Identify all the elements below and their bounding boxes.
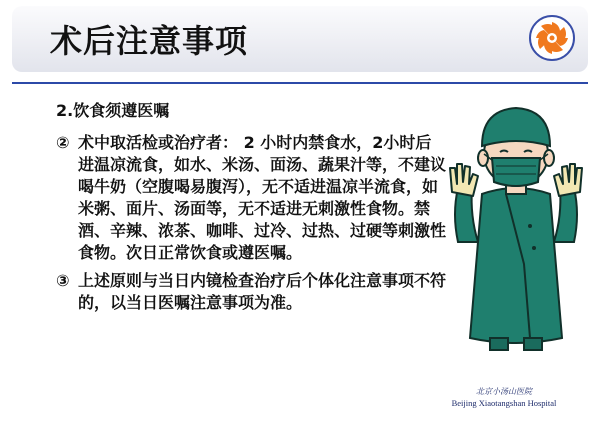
item-text: 上述原则与当日内镜检查治疗后个体化注意事项不符的，以当日医嘱注意事项为准。 (78, 271, 447, 312)
title-divider (12, 82, 588, 84)
item-number: ② (56, 133, 70, 152)
hospital-name-en: Beijing Xiaotangshan Hospital (451, 398, 557, 408)
hospital-name-cn: 北京小汤山医院 (476, 387, 532, 396)
item-number: ③ (56, 271, 70, 290)
content-block (56, 100, 446, 320)
list-item (56, 132, 446, 264)
list-item (56, 270, 446, 314)
hospital-logo-icon (528, 14, 576, 62)
item-text: 术中取活检或治疗者： 2 小时内禁食水，2小时后进温凉流食，如水、米汤、面汤、蔬果汁等，不建议喝牛奶（空腹喝易腹泻），无不适进温凉半流食，如米粥、面片、汤面等，无不适进无刺激性食物。禁酒、辛辣、浓茶、咖啡、过冷、过热、过硬等刺激性食物。次日正常饮食或遵医嘱。 (78, 133, 447, 262)
page-title: 术后注意事项 (50, 22, 249, 60)
doctor-illustration (438, 92, 594, 354)
section-heading: 2.饮食须遵医嘱 (56, 101, 170, 120)
hospital-footer (434, 386, 574, 408)
